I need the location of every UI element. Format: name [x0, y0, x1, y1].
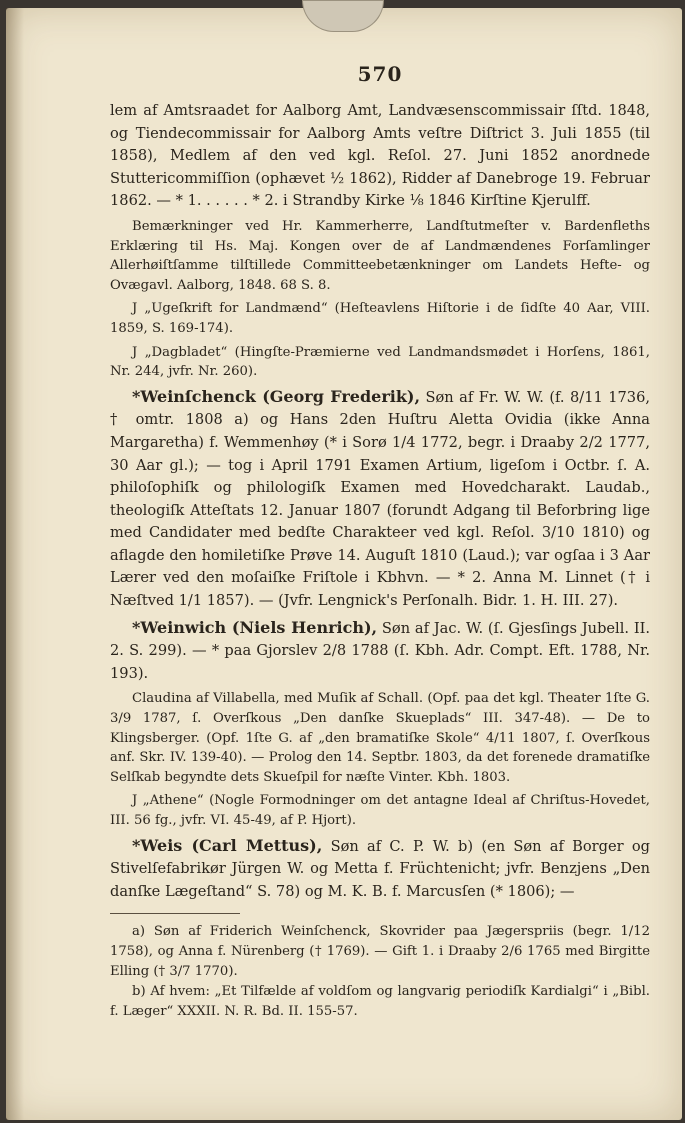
- biography-entry: [110, 835, 650, 904]
- entry-name: *Weis (Carl Mettus),: [132, 835, 323, 855]
- footnote: a) Søn af Friderich Weinſchenck, Skovrider paa Jægerspriis (begr. 1/12 1758), og Anna f. Nürenberg († 1769). — Gift 1. i Draaby 2/6 1765 med Birgitte Elling († 3/7 1770).: [110, 924, 650, 980]
- footnote-divider: [110, 913, 240, 914]
- text-paragraph: Bemærkninger ved Hr. Kammerherre, Landſtutmeſter v. Bardenfleths Erklæring til Hs. Maj. Kongen over de af Landmændenes Forſamlinger Allerhøiſtſamme tilſtillede Committeebetænkninger om Landets Hefte- og Ovægavl. Aalborg, 1848. 68 S. 8.: [110, 218, 650, 293]
- footnote: b) Af hvem: „Et Tilfælde af voldſom og langvarig periodiſk Kardialgi“ i „Bibl. f. Læger“ XXXII. N. R. Bd. II. 155-57.: [110, 984, 650, 1020]
- entry-text: Søn af Jac. W. (ſ. Gjesſings Jubell. II. 2. S. 299). — * paa Gjorslev 2/8 1788 (ſ. Kbh. Adr. Compt. Eft. 1788, Nr. 193).: [110, 619, 651, 682]
- page-number: 570: [357, 62, 403, 86]
- biography-entry: [110, 617, 650, 686]
- page-tab-marker: [302, 0, 384, 32]
- book-page: [6, 8, 682, 1120]
- text-paragraph: lem af Amtsraadet for Aalborg Amt, Landvæsenscommissair ſſtd. 1848, og Tiendecommissair for Aalborg Amts veſtre Diſtrict 3. Juli 1855 (til 1858), Medlem af den ved kgl. Reſol. 27. Juni 1852 anordnede Stuttericommiſſion (ophævet ½ 1862), Ridder af Danebroge 19. Februar 1862. — * 1. . . . . . * 2. i Strandby Kirke ⅛ 1846 Kirſtine Kjerulff.: [110, 102, 650, 210]
- entry-text: Søn af Fr. W. W. (f. 8/11 1736, † omtr. 1808 a) og Hans 2den Huſtru Aletta Ovidia (ikke Anna Margaretha) f. Wemmenhøy (* i Sorø 1/4 1772, begr. i Draaby 2/2 1777, 30 Aar gl.); — tog i April 1791 Examen Artium, ligeſom i Octbr. ſ. A. philoſophiſk og philologiſk Examen med Hovedcharakt. Laudab., theologiſk Atteſtats 12. Januar 1807 (forundt Adgang til Beforbring lige med Candidater med bedſte Charakteer ved kgl. Reſol. 3/10 1810) og aflagde den homiletiſke Prøve 14. Auguſt 1810 (Laud.); var ogſaa i 3 Aar Lærer ved den moſaiſke Friſtole i Kbhvn. — * 2. Anna M. Linnet († i Næſtved 1/1 1857). — (Jvfr. Lengnick's Perſonalh. Bidr. 1. H. III. 27).: [110, 388, 650, 610]
- entry-name: *Weinwich (Niels Henrich),: [132, 617, 378, 637]
- page-spine-shadow: [6, 8, 24, 1120]
- entry-text: Søn af C. P. W. b) (en Søn af Borger og Stivelſefabrikør Jürgen W. og Metta f. Früchtenicht; jvfr. Benzjens „Den danſke Lægeſtand“ S. 78) og M. K. B. f. Marcusſen (* 1806); —: [110, 837, 650, 900]
- text-paragraph: Claudina af Villabella, med Muſik af Schall. (Opf. paa det kgl. Theater 1ſte G. 3/9 1787, ſ. Overſkous „Den danſke Skueplads“ III. 347-48). — De to Klingsberger. (Opf. 1ſte G. af „den bramatiſke Skole“ 4/11 1807, ſ. Overſkous anf. Skr. IV. 139-40). — Prolog den 14. Septbr. 1803, da det forenede dramatiſke Selſkab begyndte dets Skueſpil for næſte Vinter. Kbh. 1803.: [110, 691, 650, 785]
- page-content: [110, 62, 650, 1022]
- text-paragraph: J „Ugeſkrift for Landmænd“ (Heſteavlens Hiſtorie i de ſidſte 40 Aar, VIII. 1859, S. 169-174).: [110, 301, 650, 336]
- entry-name: *Weinſchenck (Georg Frederik),: [132, 386, 421, 406]
- biography-entry: [110, 386, 650, 613]
- text-paragraph: J „Athene“ (Nogle Formodninger om det antagne Ideal af Chriſtus-Hovedet, III. 56 fg., jvfr. VI. 45-49, af P. Hjort).: [110, 793, 650, 828]
- text-paragraph: J „Dagbladet“ (Hingſte-Præmierne ved Landmandsmødet i Horſens, 1861, Nr. 244, jvfr. Nr. 260).: [110, 344, 650, 380]
